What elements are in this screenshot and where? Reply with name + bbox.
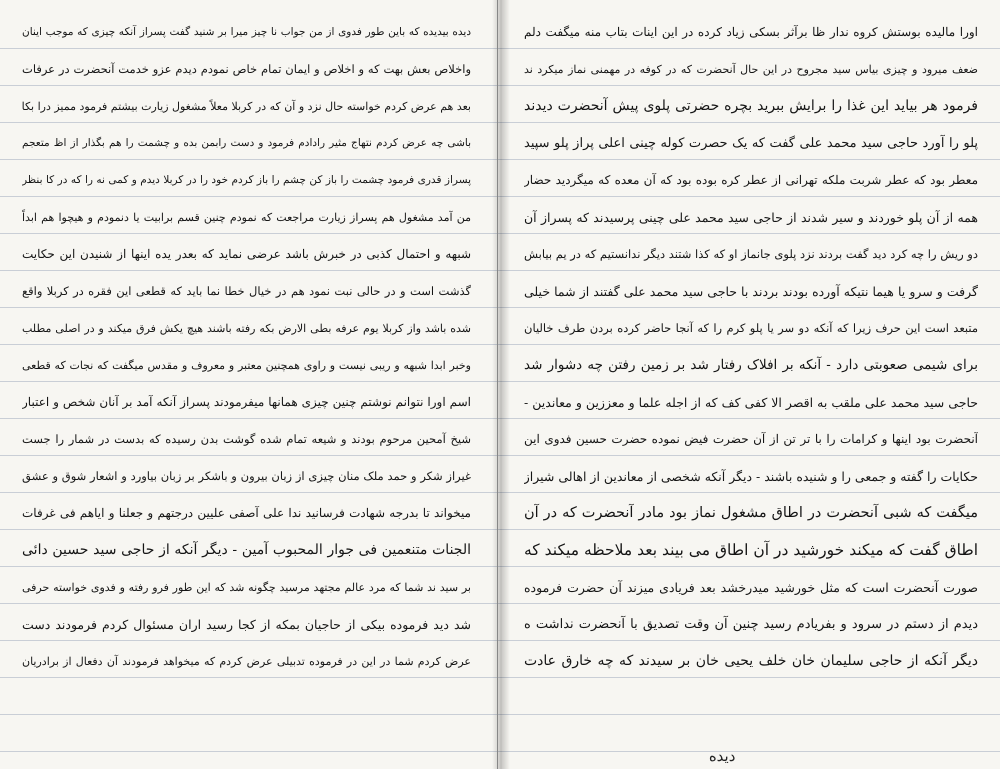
right_page-line: آنحضرت بود اینها و کرامات را با تر تن از آن حضرت فیض نموده حضرت حسین فدوی این <box>524 432 978 446</box>
right_page-line: اطاق گفت که میکند خورشید در آن اطاق می بیند بعد ملاحظه میکند که <box>524 541 978 559</box>
left_page-line: شبهه و احتمال کذبی در خبرش باشد عرضی نماید که بعدر یده اینها از شنیدن این حکایت <box>22 247 471 261</box>
catchword: دیده <box>708 747 736 765</box>
left_page-line: غیراز شکر و حمد ملک منان چیزی از زبان بیرون و باشکر بر زبان بیاورد و اشعار شوق و عشق <box>22 469 471 483</box>
right_page-line: فرمود هر بیاید این غذا را برایش ببرید بچره حضرتی پلوی پیش آنحضرت دیدند <box>524 98 978 114</box>
left_page-line: گذشت است و در حالی نبت نمود هم در خیال خطا نما باید که قطعی این فقره در کربلا واقع <box>22 284 471 298</box>
right_page-line: حکایات را گفته و جمعی را و شنیده باشند - دیگر آنکه شخصی از معاندین از اهالی شیراز <box>524 469 978 484</box>
right_page-line: حاجی سید محمد علی ملقب به اقصر الا کفی کف که از اجله علما و معززین و معاندین - <box>524 395 978 410</box>
left_page-line: من آمد مشغول هم پسراز زیارت مراجعت که نمودم چنین قسم برابیت یا دنمودم و هیچوا هم ابداً <box>22 211 471 224</box>
left_page-line: شیخ آمحین مرحوم بودند و شیعه تمام شده گوشت بدن رسیده که بدست در شمار را جست <box>22 432 471 446</box>
right_page-line: ضعف میرود و چیزی بیاس سید مجروح در این حال آنحضرت که در کوفه در مهمنی نماز میکرد ند <box>524 63 978 76</box>
right_page-line: دیدم از دستم در سرود و بفریادم رسید چنین آن وقت تصدیق با آنحضرت نداشت ه <box>524 617 978 632</box>
left_page-line: شده باشد واز کربلا یوم عرفه بطی الارض بکه رفته باشند هیچ یکش فرق میکند و در اصلی مطلب <box>22 322 471 335</box>
right-page-text <box>524 14 978 680</box>
right_page-line: برای شیمی صعوبتی دارد - آنکه بر افلاک رفتار شد بر زمین رفتن چه دشوار شد <box>524 357 978 373</box>
left-page <box>0 0 498 769</box>
right_page-line: متبعد است این حرف زیرا که آنکه دو سر یا پلو کرم را که آنجا حاضر کرده بردن طرف خالیان <box>524 321 978 335</box>
left_page-line: واخلاص بعش بهت که و اخلاص و ایمان تمام خاص نمودم دیدم عزو خدمت آنحضرت در عرفات <box>22 62 471 76</box>
left_page-line: پسراز قدری فرمود چشمت را باز کن چشم را باز کردم خود را در کربلا دیدم و کمی نه را که در کا بنظر <box>22 174 471 186</box>
left_page-line: بعد هم عرض کردم خواسته حال نزد و آن که در کربلا معلاً مشغول زیارت بیشتم فرمود ممیز درا بکا <box>22 100 471 113</box>
left_page-line: بر سید ند شما که مرد عالم مجتهد مرسید چگونه شد که این طور فرو رفته و فدوی خواسته حرفی <box>22 581 471 594</box>
right_page-line: گرفت و سرو یا هیما نتیکه آورده بودند بردند با حاجی سید محمد علی گفتند از شما خیلی <box>524 284 978 299</box>
right_page-line: معطر بود که عطر شربت ملکه تهرانی از عطر کره بوده بود که آن معده که میگردید حضار <box>524 173 978 187</box>
left_page-line: اسم اورا نتوانم نوشتم چنین چیزی همانها میفرمودند پسراز آنکه آمد بر آنان شخص و اعتبار <box>22 395 471 409</box>
left_page-line: الجنات متنعمین فی جوار المحبوب آمین - دیگر آنکه از حاجی سید حسین دائی <box>22 542 471 558</box>
left_page-line: میخواند تا بدرجه شهادت فرسانید ندا علی آصفی علیین درجتهم و جعلنا و ایاهم فی غرفات <box>22 506 471 520</box>
right_page-line: میگفت که شبی آنحضرت در اطاق مشغول نماز بود مادر آنحضرت که در آن <box>524 505 978 521</box>
left_page-line: عرض کردم شما در این در فرموده تدبیلی عرض کردم که میخواهد فرمودند آن دفعال از برادریان <box>22 655 471 668</box>
right_page-line: پلو را آورد حاجی سید محمد علی گفت که یک حصرت کوله چینی اعلی پراز پلو سپید <box>524 136 978 151</box>
left_page-line: وخبر ابدا شبهه و ریبی نیست و راوی همچنین معتبر و معروف و مقدس میگفت که نجات که قطعی <box>22 359 471 372</box>
left_page-line: باشی چه عرض کردم نتهاج مثیر رادادم فرمود و دست رابمن بده و چشمت را هم بگذار از اظ متعجم <box>22 137 471 149</box>
right_page-line: دیگر آنکه از حاجی سلیمان خان خلف یحیی خان بر سیدند که چه خارق عادت <box>524 653 978 669</box>
right-page <box>498 0 1000 769</box>
left-page-text <box>22 14 471 680</box>
right_page-line: صورت آنحضرت است که مثل خورشید میدرخشد بعد فریادی میزند آن حضرت فرموده <box>524 580 978 595</box>
left_page-line: دیده بیدیده که باین طور فدوی از من جواب نا چیز میرا بر شنید گفت پسراز آنکه چیزی که موجب اینان <box>22 26 471 38</box>
left_page-line: شد دید فرموده بیکی از حاجیان بمکه از کجا رسید اران مسئوال کردم فرمودند دست <box>22 617 471 632</box>
right_page-line: دو ریش را چه کرد دید گفت بردند نزد پلوی جانماز او که کذا شتند دیگر ندانستیم که در یم بیابش <box>524 247 978 261</box>
right_page-line: همه از آن پلو خوردند و سیر شدند از حاجی سید محمد علی چینی پرسیدند که پسراز آن <box>524 210 978 225</box>
right_page-line: اورا مالیده بوستش کروه ندار ظا برآثر بسکی زیاد کرده در این اینات بتاب منه میگفت دلم <box>524 25 978 39</box>
